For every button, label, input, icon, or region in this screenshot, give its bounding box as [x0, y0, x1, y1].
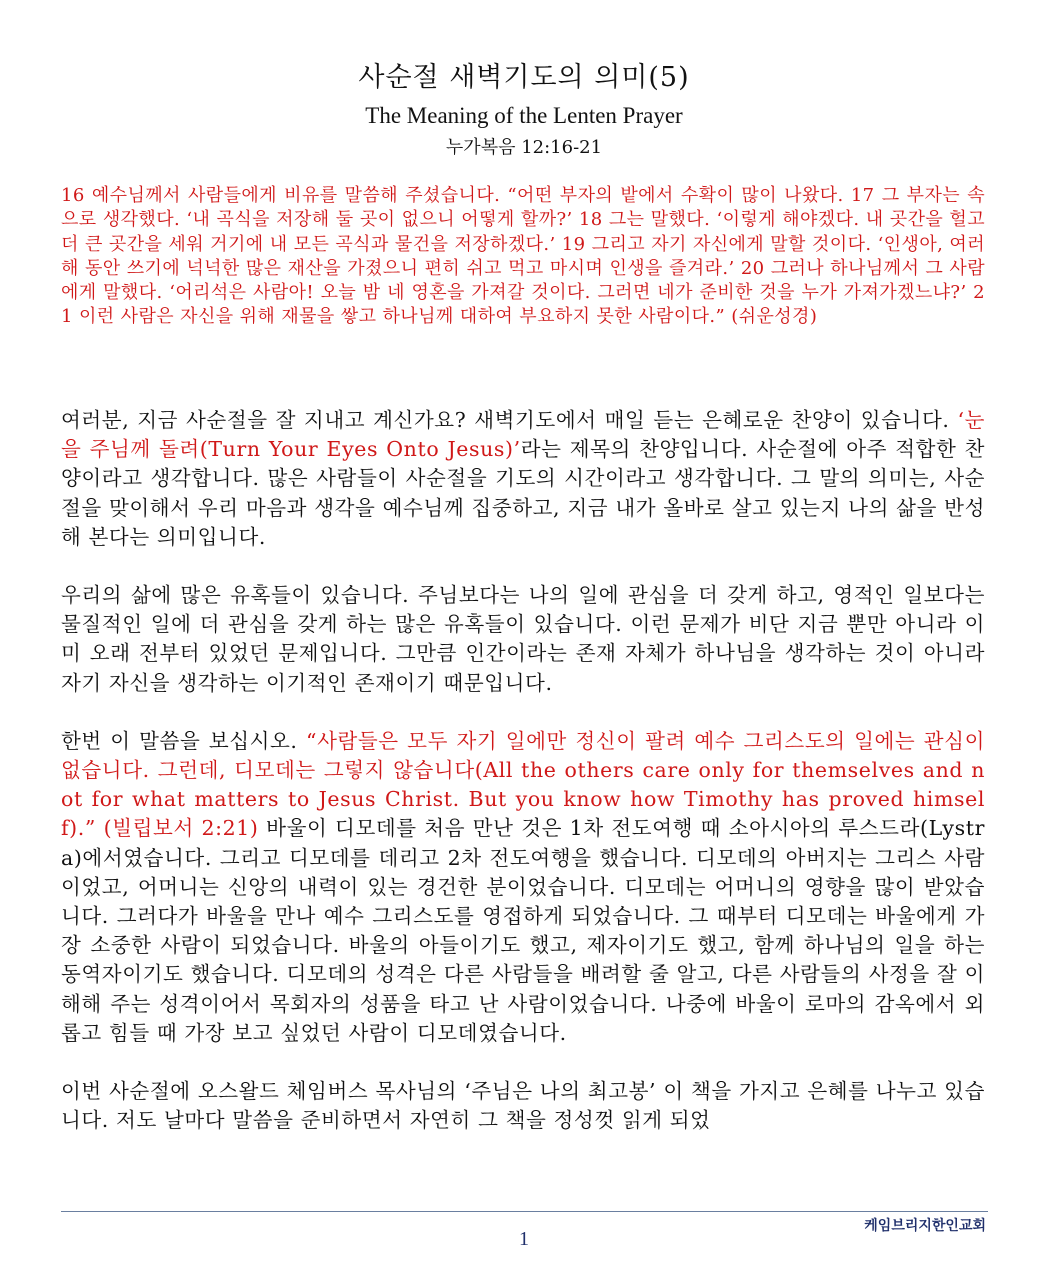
- paragraph-3: [61, 727, 985, 1048]
- paragraph-1: [61, 406, 985, 552]
- paragraph-4: 이번 사순절에 오스왈드 체임버스 목사님의 ‘주님은 나의 최고봉’ 이 책을 가지고 은혜를 나누고 있습니다. 저도 날마다 말씀을 준비하면서 자연히 그 책을 정성껏 읽게 되었: [61, 1079, 985, 1133]
- paragraph-1-text-end: 라는 제목의 찬양입니다. 사순절에 아주 적합한 찬양이라고 생각합니다. 많은 사람들이 사순절을 기도의 시간이라고 생각합니다. 그 말의 의미는, 사순절을 맞이해서 우리 마음과 생각을 예수님께 집중하고, 지금 내가 올바로 살고 있는지 나의 삶을 반성해 본다는 의미입니다.: [61, 437, 985, 549]
- church-name: 케임브리지한인교회: [864, 1218, 986, 1234]
- hymn-title-highlight: ‘눈을 주님께 돌려(Turn Your Eyes Onto Jesus)’: [61, 408, 985, 462]
- page-title: 사순절 새벽기도의 의미(5): [358, 62, 690, 93]
- paragraph-3-text-end: 바울이 디모데를 처음 만난 것은 1차 전도여행 때 소아시아의 루스드라(Lystra)에서였습니다. 그리고 디모데를 데리고 2차 전도여행을 했습니다. 디모데의 아버지는 그리스 사람이었고, 어머니는 신앙의 내력이 있는 경건한 분이었습니다. 디모데는 어머니의 영향을 많이 받았습니다. 그러다가 바울을 만나 예수 그리스도를 영접하게 되었습니다. 그 때부터 디모데는 바울에게 가장 소중한 사람이 되었습니다. 바울의 아들이기도 했고, 제자이기도 했고, 함께 하나님의 일을 하는 동역자이기도 했습니다. 디모데의 성격은 다른 사람들을 배려할 줄 알고, 다른 사람들의 사정을 잘 이해해 주는 성격이어서 목회자의 성품을 타고 난 사람이었습니다. 나중에 바울이 로마의 감옥에서 외롭고 힘들 때 가장 보고 싶었던 사람이 디모데였습니다.: [61, 816, 985, 1045]
- paragraph-2: 우리의 삶에 많은 유혹들이 있습니다. 주님보다는 나의 일에 관심을 더 갖게 하고, 영적인 일보다는 물질적인 일에 더 관심을 갖게 하는 많은 유혹들이 있습니다. 이런 문제가 비단 지금 뿐만 아니라 이미 오래 전부터 있었던 문제입니다. 그만큼 인간이라는 존재 자체가 하나님을 생각하는 것이 아니라 자기 자신을 생각하는 이기적인 존재이기 때문입니다.: [61, 583, 985, 695]
- page-subtitle: The Meaning of the Lenten Prayer: [365, 103, 683, 128]
- footer-divider: [61, 1211, 988, 1212]
- paragraph-3-text-start: 한번 이 말씀을 보십시오.: [61, 728, 307, 753]
- bible-quote-highlight: “사람들은 모두 자기 일에만 정신이 팔려 예수 그리스도의 일에는 관심이 없습니다. 그런데, 디모데는 그렇지 않습니다(All the others care only for themselves and not for what matters to Jesus Christ. But you know how Timothy has proved himself).” (빌립보서 2:21): [61, 728, 985, 841]
- page-number: 1: [519, 1228, 529, 1250]
- sermon-body: [61, 406, 985, 1164]
- paragraph-1-text-start: 여러분, 지금 사순절을 잘 지내고 계신가요? 새벽기도에서 매일 듣는 은혜로운 찬양이 있습니다.: [61, 408, 958, 432]
- scripture-passage: 16 예수님께서 사람들에게 비유를 말씀해 주셨습니다. “어떤 부자의 밭에서 수확이 많이 나왔다. 17 그 부자는 속으로 생각했다. ‘내 곡식을 저장해 둘 곳이 없으니 어떻게 할까?’ 18 그는 말했다. ‘이렇게 해야겠다. 내 곳간을 헐고 더 큰 곳간을 세워 거기에 내 모든 곡식과 물건을 저장하겠다.’ 19 그리고 자기 자신에게 말할 것이다. ‘인생아, 여러 해 동안 쓰기에 넉넉한 많은 재산을 가졌으니 편히 쉬고 먹고 마시며 인생을 즐겨라.’ 20 그러나 하나님께서 그 사람에게 말했다. ‘어리석은 사람아! 오늘 밤 네 영혼을 가져갈 것이다. 그러면 네가 준비한 것을 누가 가져가겠느냐?’ 21 이런 사람은 자신을 위해 재물을 쌓고 하나님께 대하여 부요하지 못한 사람이다.” (쉬운성경): [61, 185, 985, 328]
- scripture-reference: 누가복음 12:16-21: [445, 137, 603, 158]
